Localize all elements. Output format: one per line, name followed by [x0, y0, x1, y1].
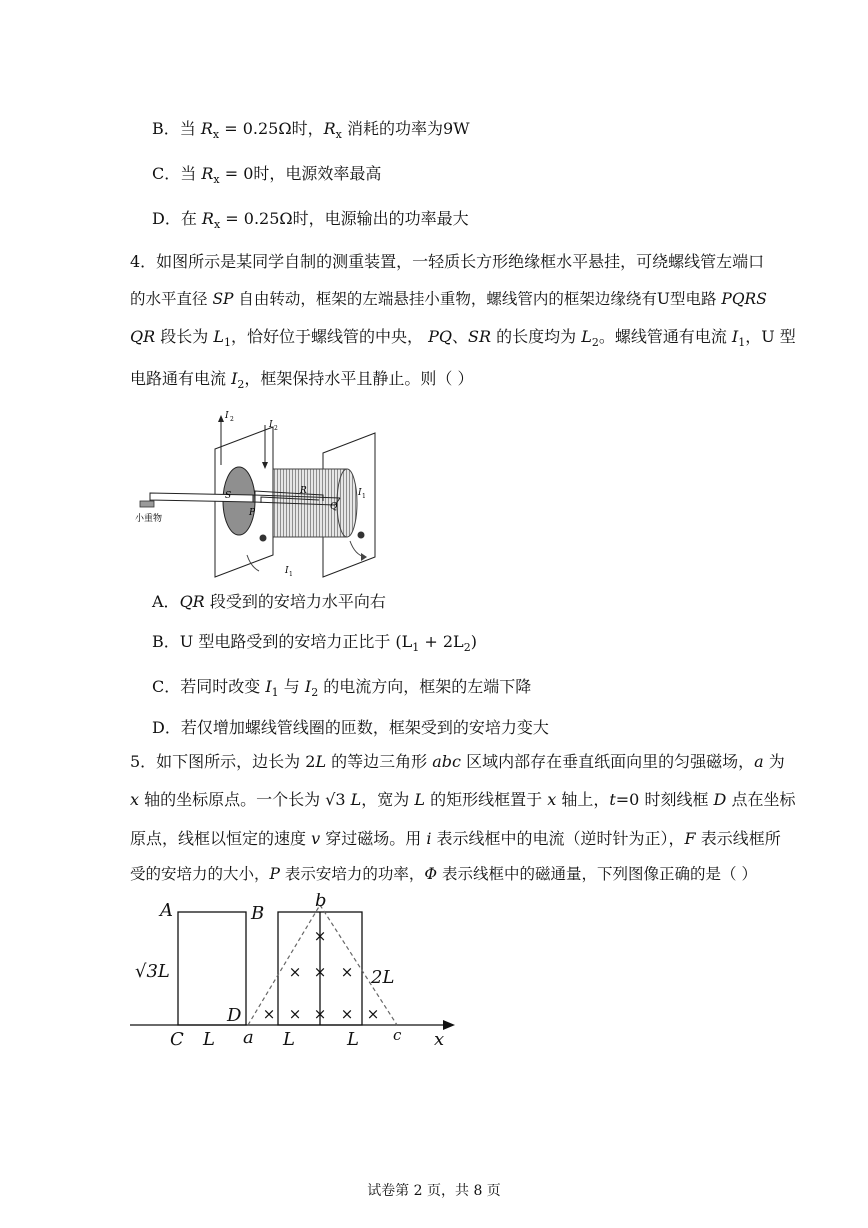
- q4-stem-line4: 电路通有电流 $I_2$，框架保持水平且静止。则（ ）: [130, 369, 474, 392]
- q5-stem-line2: x 轴的坐标原点。一个长为 √3 L，宽为 L 的矩形线框置于 x 轴上，t=0 时刻线框 D 点在坐标: [130, 790, 796, 809]
- q5-magnetic-field-figure: [125, 893, 465, 1053]
- q5-stem-line1: 5．如下图所示，边长为 2L 的等边三角形 abc 区域内部存在垂直纸面向里的匀强磁场，a 为: [130, 752, 785, 771]
- label-C: C: [170, 1029, 184, 1050]
- label-sqrt3L: √3L: [135, 961, 170, 982]
- field-cross: ×: [288, 963, 302, 981]
- q3-option-b: B．当 $R_x = 0.25\Omega$时，$R_x$ 消耗的功率为9W: [152, 119, 470, 142]
- label-small-weight: 小重物: [135, 514, 163, 524]
- q3-option-d: D．在 $R_x = 0.25\Omega$时，电源输出的功率最大: [152, 209, 469, 232]
- label-x: x: [434, 1029, 445, 1050]
- q4-stem-line3: QR 段长为 $L_1$，恰好位于螺线管的中央， PQ、SR 的长度均为 $L_2$。螺线管通有电流 $I_1$，U 型: [130, 327, 796, 350]
- field-cross: ×: [366, 1005, 380, 1023]
- q4-option-b: B．U 型电路受到的安培力正比于 $(L_1 + 2L_2)$: [152, 632, 477, 655]
- label-I1-right: I: [358, 488, 362, 498]
- field-cross: ×: [313, 1005, 327, 1023]
- q4-option-a: A．QR 段受到的安培力水平向右: [152, 592, 386, 611]
- field-cross: ×: [262, 1005, 276, 1023]
- label-sub2-left: 2: [230, 416, 234, 423]
- label-R: R: [300, 486, 307, 496]
- x-axis-arrow: [443, 1020, 455, 1030]
- label-S: S: [225, 491, 232, 501]
- label-sub1-bottom: 1: [289, 571, 293, 578]
- q4-option-c: C．若同时改变 $I_1$ 与 $I_2$ 的电流方向，框架的左端下降: [152, 677, 532, 700]
- label-b: b: [315, 893, 327, 911]
- q3-option-c: C．当 $R_x = 0$时，电源效率最高: [152, 164, 382, 187]
- label-L-2: L: [283, 1029, 295, 1050]
- label-I1-bottom: I: [285, 566, 289, 576]
- label-I2-left: I: [225, 411, 229, 421]
- label-L-3: L: [347, 1029, 359, 1050]
- label-P: P: [249, 508, 256, 518]
- label-a: a: [243, 1027, 254, 1048]
- q4-stem-line2: 的水平直径 SP 自由转动，框架的左端悬挂小重物，螺线管内的框架边缘绕有U型电路 PQRS: [130, 290, 767, 308]
- field-cross: ×: [313, 963, 327, 981]
- small-weight: [140, 501, 154, 507]
- q4-stem-line1: 4．如图所示是某同学自制的测重装置，一轻质长方形绝缘框水平悬挂，可绕螺线管左端口: [130, 252, 765, 271]
- q4-apparatus-figure: [135, 405, 405, 590]
- label-B: B: [251, 903, 265, 924]
- label-Q: Q: [330, 502, 338, 512]
- field-cross: ×: [288, 1005, 302, 1023]
- label-sub1-right: 1: [362, 493, 366, 500]
- label-I2-right: I: [269, 420, 273, 430]
- label-sub2-right: 2: [274, 425, 278, 432]
- field-cross: ×: [313, 927, 327, 945]
- label-D: D: [227, 1005, 242, 1026]
- label-2L: 2L: [371, 967, 395, 988]
- page-footer: 试卷第 2 页，共 8 页: [367, 1183, 501, 1199]
- label-A: A: [160, 900, 173, 921]
- label-c: c: [393, 1026, 402, 1044]
- field-cross: ×: [340, 1005, 354, 1023]
- q5-stem-line3: 原点，线框以恒定的速度 v 穿过磁场。用 i 表示线框中的电流（逆时针为正），F 表示线框所: [130, 829, 781, 848]
- label-L-1: L: [203, 1029, 215, 1050]
- q5-stem-line4: 受的安培力的大小，P 表示安培力的功率，Φ 表示线框中的磁通量，下列图像正确的是（ ）: [130, 865, 757, 883]
- q4-option-d: D．若仅增加螺线管线圈的匝数，框架受到的安培力变大: [152, 718, 549, 737]
- field-cross: ×: [340, 963, 354, 981]
